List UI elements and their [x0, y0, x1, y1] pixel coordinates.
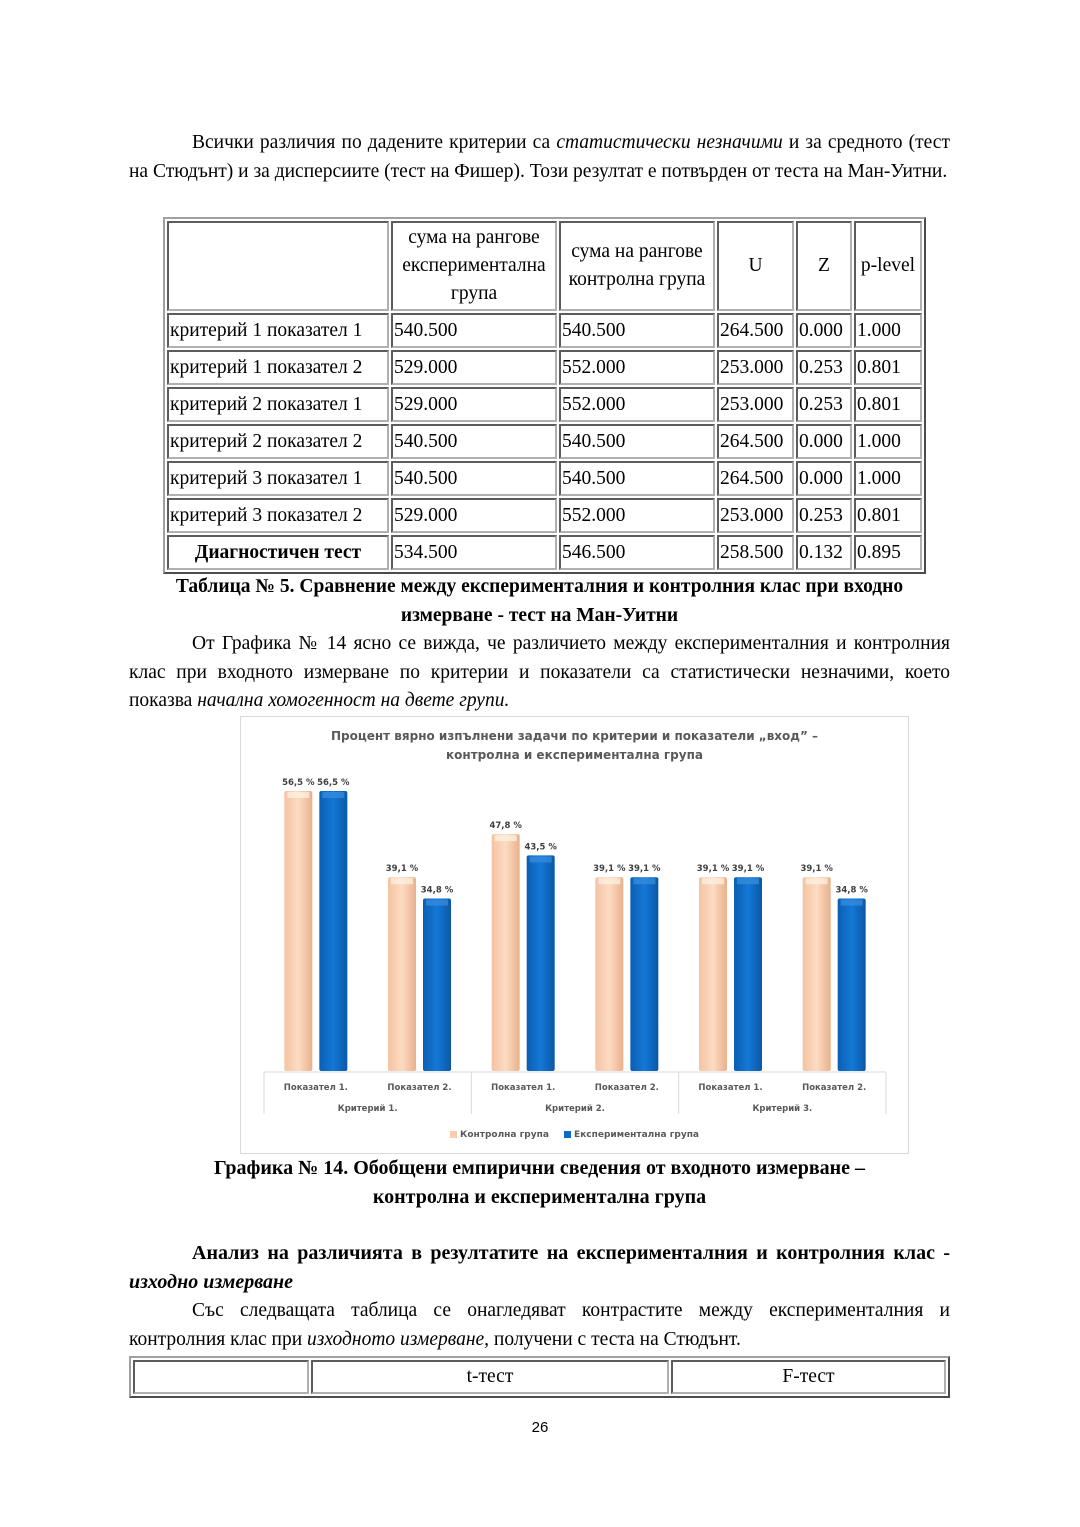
data-label: 39,1 %	[593, 864, 626, 875]
legend-swatch-experimental	[564, 1131, 571, 1138]
p-level-cell: 1.000	[854, 461, 922, 496]
header-cell-ctrl-rank-sum: сума на рангове контролна група	[559, 221, 715, 311]
table-row	[167, 424, 922, 459]
row-label: критерий 3 показател 1	[167, 461, 389, 496]
row-label: критерий 2 показател 2	[167, 424, 389, 459]
bar-control-4	[595, 877, 623, 1071]
bar-bevel	[391, 878, 413, 884]
z-cell: 0.000	[796, 313, 852, 348]
bar-chart	[241, 717, 908, 1153]
z-cell: 0.253	[796, 350, 852, 385]
closing-text-end: получени с теста на Стюдънт.	[489, 1328, 741, 1350]
group-label: Критерий 2.	[545, 1104, 605, 1114]
page-number: 26	[531, 1419, 549, 1436]
row-label: критерий 3 показател 2	[167, 498, 389, 533]
row-label: критерий 1 показател 1	[167, 313, 389, 348]
p-level-cell: 1.000	[854, 424, 922, 459]
table-row	[167, 498, 922, 533]
t-test-header-row	[133, 1360, 946, 1394]
z-cell: 0.000	[796, 424, 852, 459]
table-caption	[129, 573, 950, 630]
p-level-cell: 0.801	[854, 387, 922, 422]
u-cell: 258.500	[717, 535, 794, 570]
bar-bevel	[841, 900, 863, 906]
data-label: 56,5 %	[282, 778, 315, 788]
figure-caption-line2: контролна и експериментална група	[372, 1185, 707, 1208]
z-cell: 0.253	[796, 387, 852, 422]
section-heading-bold: Анализ на различията в резултатите на експерименталния и контролния клас -	[192, 1242, 950, 1264]
bar-bevel	[322, 792, 344, 798]
t-test-header-t: t-тест	[311, 1360, 669, 1394]
data-label: 39,1 %	[628, 864, 661, 875]
bar-bevel	[598, 878, 620, 884]
bar-bevel	[633, 878, 655, 884]
t-test-header-f: F-тест	[671, 1360, 946, 1394]
x-tick-label: Показател 2.	[594, 1083, 659, 1093]
data-label: 47,8 %	[489, 821, 522, 832]
x-tick-label: Показател 1.	[698, 1083, 763, 1093]
table-caption-line1: Таблица № 5. Сравнение между експерименталния и контролния клас при входно	[175, 576, 904, 597]
ctrl-rank-sum-cell: 540.500	[559, 424, 715, 459]
ctrl-rank-sum-cell: 546.500	[559, 535, 715, 570]
ctrl-rank-sum-cell: 552.000	[559, 350, 715, 385]
closing-text: Със следващата таблица се онагледяват контрастите между експерименталния и контролния клас при	[129, 1300, 950, 1350]
legend-label-experimental: Експериментална група	[574, 1130, 699, 1140]
intro-italic: статистически незначими	[556, 132, 783, 153]
data-label: 34,8 %	[420, 885, 454, 896]
bar-experimental-1	[319, 791, 347, 1071]
data-label: 56,5 %	[317, 778, 350, 788]
bar-bevel	[702, 878, 724, 884]
z-cell: 0.253	[796, 498, 852, 533]
t-test-header-empty	[133, 1360, 309, 1394]
bar-experimental-3	[527, 855, 555, 1071]
chart-frame	[240, 716, 909, 1154]
table-header-row	[167, 221, 922, 311]
u-cell: 253.000	[717, 498, 794, 533]
data-label: 39,1 %	[800, 864, 833, 875]
row-label: Диагностичен тест	[167, 535, 389, 570]
header-cell-exp-rank-sum: сума на рангове експериментална група	[391, 221, 557, 311]
p-level-cell: 0.801	[854, 498, 922, 533]
legend-item-control	[450, 1130, 549, 1140]
intro-text: Всички различия по дадените критерии са	[192, 132, 557, 153]
p-level-cell: 0.895	[854, 535, 922, 570]
exp-rank-sum-cell: 529.000	[391, 498, 557, 533]
ctrl-rank-sum-cell: 552.000	[559, 387, 715, 422]
table-row	[167, 387, 922, 422]
bar-experimental-5	[734, 877, 762, 1071]
row-label: критерий 2 показател 1	[167, 387, 389, 422]
intro-text-end: и за средното (тест на Стюдънт) и за дисперсиите (тест на Фишер). Този резултат е потвърден от теста на Ман-Уитни.	[129, 132, 950, 182]
bar-control-3	[492, 834, 520, 1071]
chart-paragraph-italic: начална хомогенност на двете групи.	[197, 690, 510, 711]
bar-control-1	[284, 791, 312, 1071]
table-row	[167, 535, 922, 570]
data-label: 39,1 %	[385, 864, 419, 875]
chart-title-line1: Процент вярно изпълнени задачи по критерии и показатели „вход” –	[330, 729, 819, 743]
table-caption-line2: измерване - тест на Ман-Уитни	[400, 604, 679, 626]
bar-experimental-4	[630, 877, 658, 1071]
chart-title-line2: контролна и експериментална група	[446, 748, 703, 762]
exp-rank-sum-cell: 529.000	[391, 350, 557, 385]
closing-paragraph	[129, 1297, 950, 1354]
header-cell-empty	[167, 221, 389, 311]
section-heading-italic: изходно измерване	[129, 1270, 293, 1293]
bar-experimental-6	[838, 899, 866, 1071]
data-label: 39,1 %	[731, 864, 765, 875]
bar-experimental-2	[423, 899, 451, 1071]
data-label: 34,8 %	[835, 885, 868, 896]
chart-legend	[241, 1130, 908, 1140]
bar-control-6	[803, 877, 831, 1071]
header-cell-z: Z	[796, 221, 852, 311]
section-heading	[129, 1239, 950, 1296]
mann-whitney-table	[163, 217, 926, 574]
ctrl-rank-sum-cell: 540.500	[559, 313, 715, 348]
z-cell: 0.000	[796, 461, 852, 496]
bar-bevel	[737, 878, 759, 884]
z-cell: 0.132	[796, 535, 852, 570]
table-row	[167, 350, 922, 385]
data-label: 43,5 %	[524, 842, 557, 853]
t-test-table	[129, 1356, 950, 1398]
exp-rank-sum-cell: 540.500	[391, 424, 557, 459]
figure-caption-line1: Графика № 14. Обобщени емпирични сведения от входното измерване –	[213, 1157, 866, 1179]
bar-bevel	[495, 835, 517, 841]
data-label: 39,1 %	[696, 864, 730, 875]
group-label: Критерий 3.	[752, 1104, 813, 1114]
exp-rank-sum-cell: 540.500	[391, 461, 557, 496]
p-level-cell: 0.801	[854, 350, 922, 385]
bar-bevel	[426, 900, 448, 906]
x-tick-label: Показател 2.	[387, 1083, 452, 1093]
bar-bevel	[530, 856, 552, 862]
group-label: Критерий 1.	[337, 1104, 398, 1114]
table-row	[167, 313, 922, 348]
bar-bevel	[287, 792, 309, 798]
closing-italic: изходното измерване,	[307, 1328, 490, 1350]
bar-control-2	[388, 877, 416, 1071]
x-tick-label: Показател 1.	[491, 1083, 556, 1093]
header-cell-p-level: p-level	[854, 221, 922, 311]
u-cell: 253.000	[717, 350, 794, 385]
row-label: критерий 1 показател 2	[167, 350, 389, 385]
p-level-cell: 1.000	[854, 313, 922, 348]
x-tick-label: Показател 2.	[802, 1083, 867, 1093]
ctrl-rank-sum-cell: 552.000	[559, 498, 715, 533]
bar-control-5	[699, 877, 727, 1071]
x-tick-label: Показател 1.	[283, 1083, 348, 1093]
table-row	[167, 461, 922, 496]
u-cell: 264.500	[717, 313, 794, 348]
legend-label-control: Контролна група	[459, 1130, 549, 1140]
bar-bevel	[806, 878, 828, 884]
figure-caption	[129, 1154, 950, 1211]
intro-paragraph	[129, 129, 950, 186]
exp-rank-sum-cell: 529.000	[391, 387, 557, 422]
chart-paragraph-text: От Графика № 14 ясно се вижда, че различието между експерименталния и контролния клас при входното измерване по критерии и показатели са статистически незначими, което показва	[129, 633, 950, 711]
u-cell: 253.000	[717, 387, 794, 422]
chart-paragraph	[129, 630, 950, 716]
u-cell: 264.500	[717, 461, 794, 496]
legend-swatch-control	[450, 1131, 457, 1138]
ctrl-rank-sum-cell: 540.500	[559, 461, 715, 496]
header-cell-u: U	[717, 221, 794, 311]
exp-rank-sum-cell: 540.500	[391, 313, 557, 348]
legend-item-experimental	[564, 1130, 699, 1140]
u-cell: 264.500	[717, 424, 794, 459]
exp-rank-sum-cell: 534.500	[391, 535, 557, 570]
